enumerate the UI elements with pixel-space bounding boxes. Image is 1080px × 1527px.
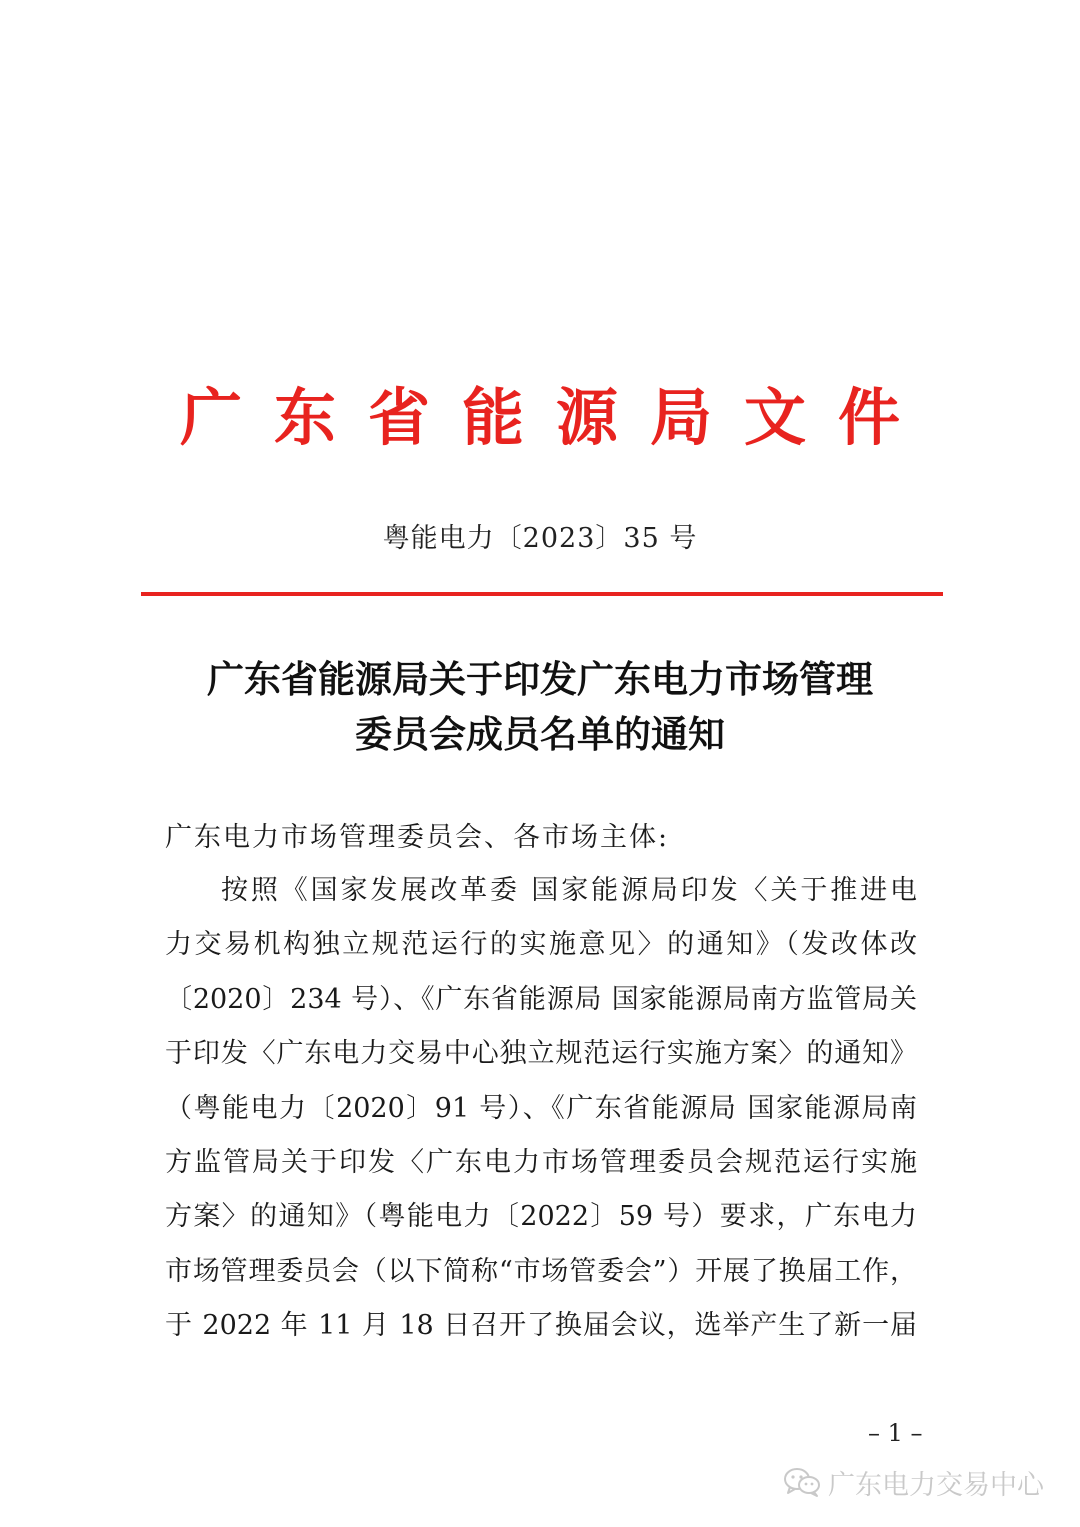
body-line: 于印发〈广东电力交易中心独立规范运行实施方案〉的通知》 — [165, 1038, 917, 1070]
agency-header-title: 广东省能源局文件 — [179, 381, 932, 454]
document-title-line-2: 委员会成员名单的通知 — [355, 712, 725, 756]
body-line: 〔2020〕234 号）、《广东省能源局 国家能源局南方监管局关 — [165, 983, 917, 1015]
page-number: – 1 – — [868, 1419, 923, 1447]
body-line: 按照《国家发展改革委 国家能源局印发〈关于推进电 — [221, 875, 917, 906]
body-line: 方案〉的通知》（粤能电力〔2022〕59 号）要求，广东电力 — [165, 1201, 917, 1233]
document-title-line-1: 广东省能源局关于印发广东电力市场管理 — [207, 657, 873, 701]
document-number: 粤能电力〔2023〕35 号 — [382, 523, 698, 554]
watermark-label: 广东电力交易中心 — [828, 1469, 1044, 1501]
body-line: 市场管理委员会（以下简称“市场管委会”）开展了换届工作， — [165, 1255, 917, 1287]
red-divider-rule — [141, 592, 943, 596]
body-line: 方监管局关于印发〈广东电力市场管理委员会规范运行实施 — [165, 1146, 917, 1178]
document-title — [0, 652, 1080, 762]
body-line: 力交易机构独立规范运行的实施意见〉的通知》（发改体改 — [165, 929, 917, 961]
wechat-watermark — [782, 1462, 1044, 1502]
body-line: （粤能电力〔2020〕91 号）、《广东省能源局 国家能源局南 — [165, 1092, 917, 1124]
wechat-icon — [782, 1466, 822, 1498]
body-paragraph — [165, 864, 917, 1354]
body-line: 于 2022 年 11 月 18 日召开了换届会议，选举产生了新一届 — [165, 1310, 917, 1342]
addressee-line: 广东电力市场管理委员会、各市场主体: — [165, 822, 670, 853]
